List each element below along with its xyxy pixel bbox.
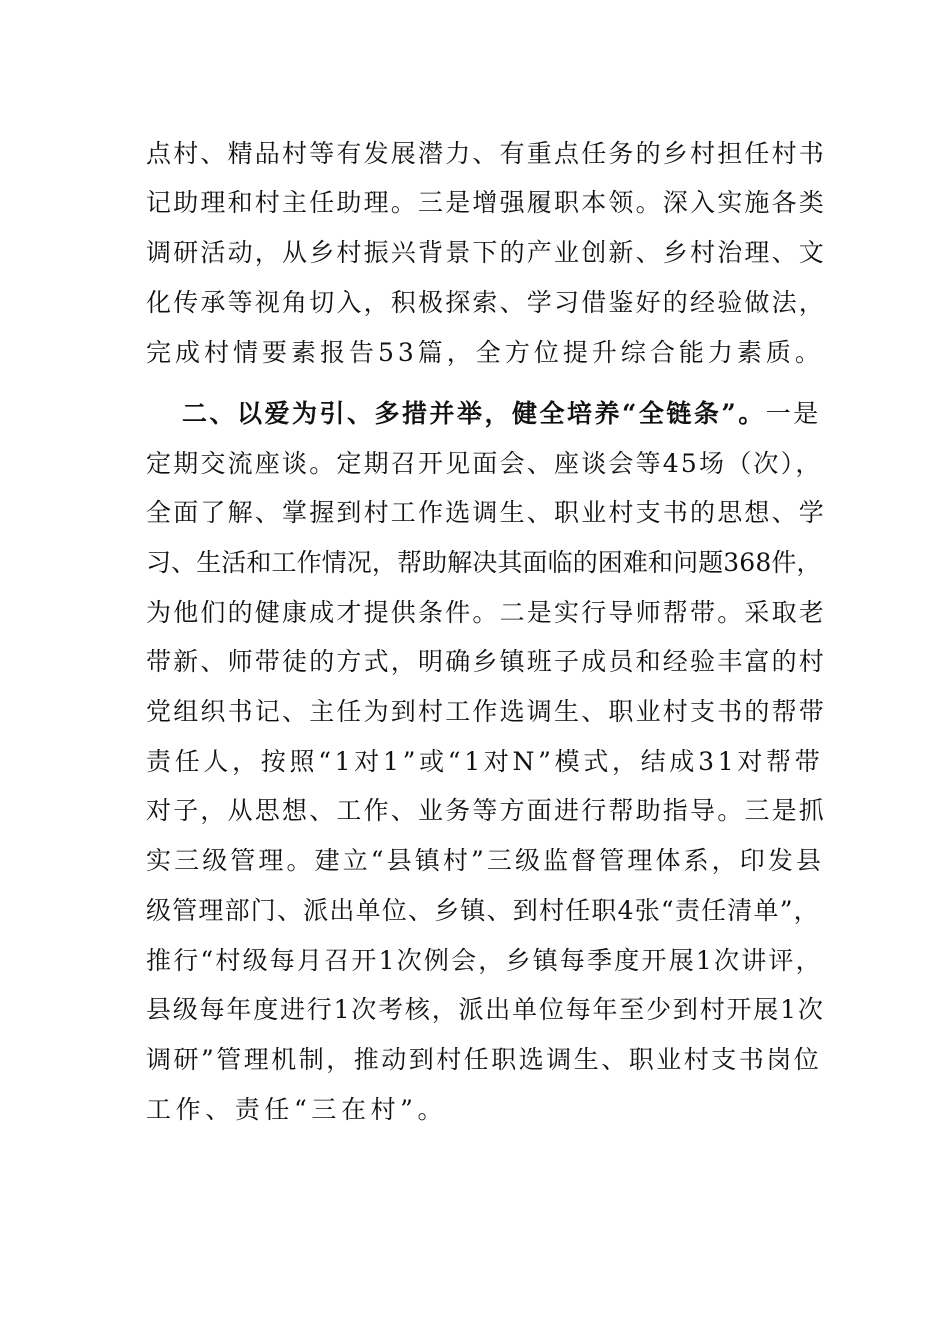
paragraph2-first-line <box>182 397 826 431</box>
paragraph2-line-15: 工作、责任“三在村”。 <box>146 1095 448 1124</box>
paragraph2-first-line-rest: 一是 <box>765 399 821 428</box>
paragraph2-line-9: 对子，从思想、工作、业务等方面进行帮助指导。三是抓 <box>146 796 827 825</box>
paragraph1-line-2: 记助理和村主任助理。三是增强履职本领。深入实施各类 <box>146 188 827 217</box>
paragraph2-line-11: 级管理部门、派出单位、乡镇、到村任职4张“责任清单”， <box>146 896 820 925</box>
section-heading: 二、以爱为引、多措并举，健全培养“全链条”。 <box>182 399 766 428</box>
paragraph2-line-13: 县级每年度进行1次考核，派出单位每年至少到村开展1次 <box>146 995 825 1024</box>
paragraph1-line-1: 点村、精品村等有发展潜力、有重点任务的乡村担任村书 <box>146 139 827 168</box>
paragraph1-line-3: 调研活动，从乡村振兴背景下的产业创新、乡村治理、文 <box>146 238 827 267</box>
paragraph2-line-2: 定期交流座谈。定期召开见面会、座谈会等45场（次）， <box>146 449 823 478</box>
paragraph2-line-7: 党组织书记、主任为到村工作选调生、职业村支书的帮带 <box>146 697 827 726</box>
paragraph1-line-4: 化传承等视角切入，积极探索、学习借鉴好的经验做法， <box>146 288 827 317</box>
paragraph2-line-4: 习、生活和工作情况，帮助解决其面临的困难和问题368件， <box>146 548 822 577</box>
paragraph2-line-10: 实三级管理。建立“县镇村”三级监督管理体系，印发县 <box>146 846 825 875</box>
paragraph1-line-5: 完成村情要素报告53篇，全方位提升综合能力素质。 <box>146 338 824 367</box>
paragraph2-line-8: 责任人，按照“1对1”或“1对N”模式，结成31对帮带 <box>146 747 824 776</box>
paragraph2-line-3: 全面了解、掌握到村工作选调生、职业村支书的思想、学 <box>146 498 827 527</box>
paragraph2-line-12: 推行“村级每月召开1次例会，乡镇每季度开展1次讲评， <box>146 946 823 975</box>
paragraph2-line-14: 调研”管理机制，推动到村任职选调生、职业村支书岗位 <box>146 1045 822 1074</box>
paragraph2-line-6: 带新、师带徒的方式，明确乡镇班子成员和经验丰富的村 <box>146 647 827 676</box>
paragraph2-line-5: 为他们的健康成才提供条件。二是实行导师帮带。采取老 <box>146 598 827 627</box>
